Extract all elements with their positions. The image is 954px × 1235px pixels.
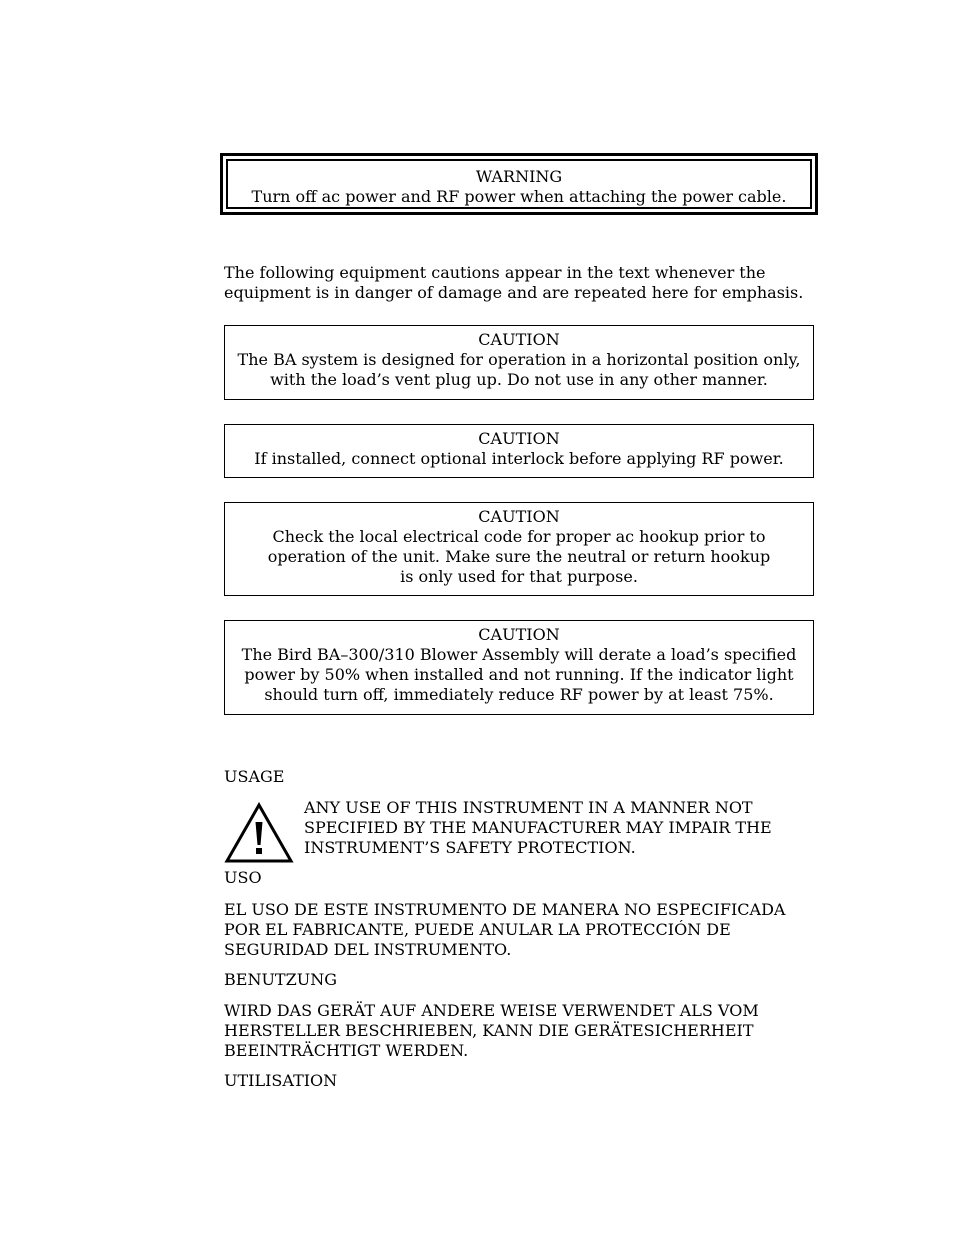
- uso-heading: USO: [224, 868, 262, 887]
- caution-line: The Bird BA–300/310 Blower Assembly will derate a load’s specified: [241, 645, 797, 664]
- usage-line: SPECIFIED BY THE MANUFACTURER MAY IMPAIR THE: [304, 818, 772, 837]
- caution-line: Check the local electrical code for proper ac hookup prior to: [272, 527, 766, 546]
- caution-line: If installed, connect optional interlock before applying RF power.: [254, 449, 784, 468]
- caution-box-3: [224, 502, 814, 596]
- usage-line: INSTRUMENT’S SAFETY PROTECTION.: [304, 838, 636, 857]
- warning-box-inner: [226, 159, 812, 209]
- usage-line: ANY USE OF THIS INSTRUMENT IN A MANNER NOT: [304, 798, 753, 817]
- intro-line-1: The following equipment cautions appear in the text whenever the: [224, 263, 766, 282]
- warning-box: [220, 153, 818, 215]
- benutzung-text: [224, 1001, 759, 1061]
- caution-box-2: [224, 424, 814, 478]
- uso-text: [224, 900, 785, 960]
- caution-box-1: [224, 325, 814, 400]
- usage-heading: USAGE: [224, 767, 285, 786]
- warning-triangle-icon: [224, 802, 294, 864]
- intro-paragraph: [224, 263, 824, 303]
- benutzung-line: WIRD DAS GERÄT AUF ANDERE WEISE VERWENDET ALS VOM: [224, 1001, 759, 1020]
- benutzung-line: HERSTELLER BESCHRIEBEN, KANN DIE GERÄTESICHERHEIT: [224, 1021, 754, 1040]
- warning-title: WARNING: [475, 167, 563, 186]
- benutzung-line: BEEINTRÄCHTIGT WERDEN.: [224, 1041, 469, 1060]
- caution-box-4: [224, 620, 814, 715]
- uso-line: POR EL FABRICANTE, PUEDE ANULAR LA PROTECCIÓN DE: [224, 920, 731, 939]
- caution-title: CAUTION: [478, 625, 560, 644]
- caution-line: operation of the unit. Make sure the neutral or return hookup: [267, 547, 771, 566]
- uso-line: EL USO DE ESTE INSTRUMENTO DE MANERA NO ESPECIFICADA: [224, 900, 786, 919]
- caution-line: The BA system is designed for operation in a horizontal position only,: [237, 350, 801, 369]
- uso-line: SEGURIDAD DEL INSTRUMENTO.: [224, 940, 512, 959]
- intro-line-2: equipment is in danger of damage and are repeated here for emphasis.: [224, 283, 804, 302]
- caution-line: is only used for that purpose.: [400, 567, 638, 586]
- caution-title: CAUTION: [478, 507, 560, 526]
- utilisation-heading: UTILISATION: [224, 1071, 338, 1090]
- benutzung-heading: BENUTZUNG: [224, 970, 337, 989]
- caution-line: should turn off, immediately reduce RF power by at least 75%.: [264, 685, 774, 704]
- caution-title: CAUTION: [478, 429, 560, 448]
- caution-title: CAUTION: [478, 330, 560, 349]
- caution-line: with the load’s vent plug up. Do not use in any other manner.: [270, 370, 768, 389]
- caution-line: power by 50% when installed and not running. If the indicator light: [244, 665, 794, 684]
- warning-text: Turn off ac power and RF power when attaching the power cable.: [251, 187, 787, 206]
- usage-text: [304, 798, 772, 858]
